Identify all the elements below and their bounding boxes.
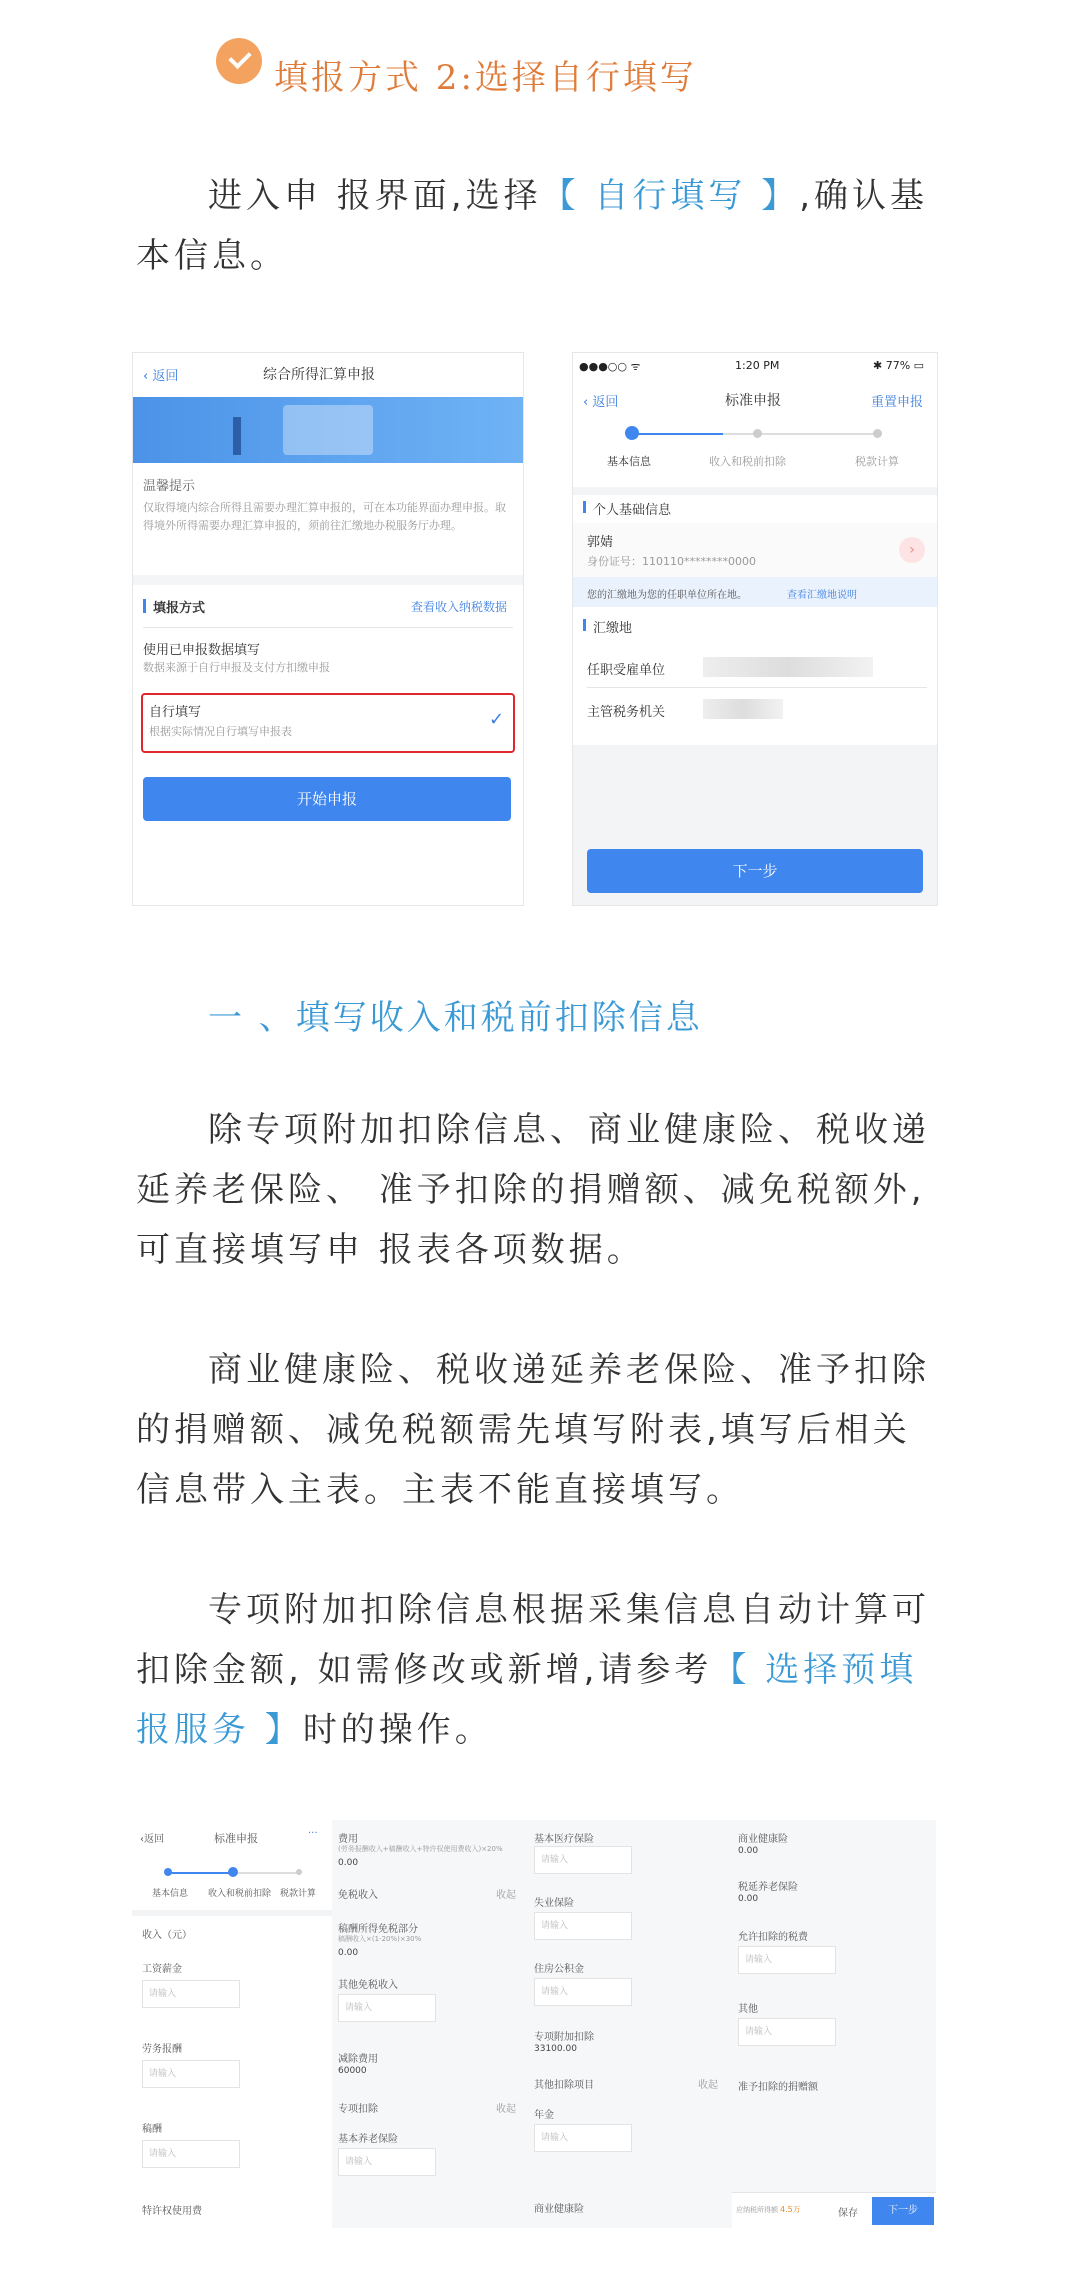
- status-bar: [573, 353, 937, 379]
- tip-title: 温馨提示: [143, 479, 196, 494]
- special-label: 专项扣除: [338, 2104, 378, 2115]
- option1-desc: 数据来源于自行申报及支付方扣缴申报: [143, 661, 330, 674]
- step-dot-active: [625, 426, 639, 440]
- back-button[interactable]: ‹ 返回: [143, 369, 179, 384]
- refund-label: 应纳税所得额: [736, 2206, 778, 2214]
- pension-input[interactable]: 请输入: [338, 2148, 436, 2176]
- collapse-toggle[interactable]: 收起: [698, 2080, 718, 2091]
- step-label: 收入和税前扣除: [709, 455, 786, 468]
- notice-link[interactable]: 查看汇缴地说明: [787, 590, 857, 601]
- other-exempt-label: 其他免税收入: [338, 1980, 398, 1991]
- salary-label: 工资薪金: [142, 1964, 182, 1975]
- bottom-col-1: [132, 1820, 332, 2228]
- other-deduct-label: 其他扣除项目: [534, 2080, 594, 2091]
- annuity-label: 年金: [534, 2110, 554, 2121]
- option1-title: 使用已申报数据填写: [143, 643, 261, 658]
- notice-text: 您的汇缴地为您的任职单位所在地。: [587, 590, 747, 601]
- left-screenshot: [132, 352, 524, 906]
- annuity-input[interactable]: 请输入: [534, 2124, 632, 2152]
- pension-label: 基本养老保险: [338, 2134, 398, 2145]
- option2-title: 自行填写: [149, 705, 202, 720]
- tax-pension-value: 0.00: [738, 1894, 759, 1904]
- right-navbar: [573, 383, 937, 417]
- deduct-value: 60000: [338, 2066, 367, 2076]
- save-button[interactable]: 保存: [838, 2208, 858, 2219]
- banner: [133, 397, 523, 463]
- blurred-employer: [703, 657, 873, 677]
- left-title: 综合所得汇算申报: [263, 367, 375, 383]
- bottom-col-4: [732, 1820, 936, 2228]
- step-label: 税款计算: [855, 455, 899, 468]
- right-title: 标准申报: [725, 393, 781, 409]
- chevron-right-icon[interactable]: ›: [899, 537, 925, 563]
- special-add-label: 专项附加扣除: [534, 2032, 594, 2043]
- refund-value: 4.5万: [780, 2205, 801, 2214]
- income-deduction-heading: 一 、填写收入和税前扣除信息: [208, 998, 703, 1038]
- fee-label: 费用: [338, 1834, 358, 1845]
- manuscript-desc: 稿酬收入×(1-20%)×30%: [338, 1935, 422, 1943]
- check-icon: ✓: [489, 709, 505, 730]
- health-ins-value: 0.00: [738, 1846, 759, 1856]
- income-tax-link[interactable]: 查看收入纳税数据: [411, 600, 508, 614]
- mode-section: [133, 585, 523, 905]
- start-declaration-button[interactable]: 开始申报: [143, 777, 511, 821]
- next-step-button[interactable]: 下一步: [587, 849, 923, 893]
- person-name: 郭婧: [587, 535, 614, 550]
- para3-prefix: 专项附加扣除信息根据采集信息自动计算可扣除金额, 如需修改或新增,请参考: [136, 1590, 930, 1690]
- medical-input[interactable]: 请输入: [534, 1846, 632, 1874]
- b-step: 收入和税前扣除: [208, 1889, 272, 1899]
- prefill-service-link[interactable]: 【 选择预填报服务 】: [136, 1650, 918, 1750]
- notice-bar: [573, 577, 937, 607]
- tip-text: 仅取得境内综合所得且需要办理汇算申报的，可在本功能界面办理申报。取得境外所得需要办理汇算申报的，须前往汇缴地办税服务厅办理。: [143, 501, 506, 532]
- tip-box: [133, 463, 523, 575]
- more-icon[interactable]: ···: [308, 1828, 318, 1839]
- b-step: 基本信息: [152, 1889, 189, 1899]
- property-tax-label: 允许扣除的税费: [738, 1932, 808, 1943]
- section-title: 填报方式 2:选择自行填写: [274, 58, 697, 98]
- next-button-b[interactable]: 下一步: [872, 2197, 934, 2225]
- basic-info-heading: 个人基础信息: [593, 503, 672, 518]
- b-step: 税款计算: [280, 1889, 317, 1899]
- fee-desc: (劳务报酬收入+稿酬收入+特许权使用费收入)×20%: [338, 1845, 503, 1853]
- intro-prefix: 进入申 报界面,选择: [208, 176, 542, 216]
- employer-label: 任职受雇单位: [587, 663, 666, 678]
- intro-paragraph: [136, 166, 946, 286]
- unemployment-input[interactable]: 请输入: [534, 1912, 632, 1940]
- paragraph-2: 商业健康险、税收递延养老保险、准予扣除的捐赠额、减免税额需先填写附表,填写后相关信息带入主表。主表不能直接填写。: [136, 1350, 930, 1510]
- bottom-action-bar: [732, 2192, 936, 2228]
- health-ins-label: 商业健康险: [738, 1834, 788, 1845]
- right-screenshot: [572, 352, 938, 906]
- para3-suffix: 时的操作。: [302, 1710, 493, 1750]
- manuscript-value: 0.00: [338, 1948, 359, 1958]
- deduct-label: 减除费用: [338, 2054, 378, 2065]
- donation-label: 准予扣除的捐赠额: [738, 2082, 818, 2093]
- status-time: 1:20 PM: [735, 359, 780, 372]
- mode-title: 填报方式: [153, 601, 206, 616]
- step-dot: [873, 429, 882, 438]
- option2-desc: 根据实际情况自行填写申报表: [149, 725, 292, 738]
- step-label: 基本信息: [607, 455, 651, 468]
- back-button-right[interactable]: ‹ 返回: [583, 395, 619, 410]
- collapse-toggle[interactable]: 收起: [496, 2104, 516, 2115]
- intro-suffix: ,确认基本信息。: [136, 176, 929, 276]
- fee-value: 0.00: [338, 1858, 359, 1868]
- property-tax-input[interactable]: 请输入: [738, 1946, 836, 1974]
- royalty-label: 稿酬: [142, 2124, 162, 2135]
- bottom-col-3: [528, 1820, 732, 2228]
- self-fill-link[interactable]: 【 自行填写 】: [541, 176, 800, 216]
- tax-pension-label: 税延养老保险: [738, 1882, 798, 1893]
- special-add-value: 33100.00: [534, 2044, 577, 2054]
- medical-label: 基本医疗保险: [534, 1834, 594, 1845]
- other-label: 其他: [738, 2004, 758, 2015]
- left-navbar: [133, 353, 523, 397]
- other-input[interactable]: 请输入: [738, 2018, 836, 2046]
- step-dot: [753, 429, 762, 438]
- income-heading: 收入（元）: [142, 1930, 192, 1941]
- b-title: 标准申报: [214, 1832, 258, 1845]
- banner-illustration-icon: [283, 405, 373, 455]
- exempt-label: 免税收入: [338, 1890, 378, 1901]
- stepper: [573, 423, 937, 481]
- checkmark-badge-icon: [216, 38, 262, 84]
- bottom-col-2: [332, 1820, 528, 2228]
- royalty-input[interactable]: 请输入: [142, 2140, 240, 2168]
- housing-input[interactable]: 请输入: [534, 1978, 632, 2006]
- reset-button[interactable]: 重置申报: [871, 395, 924, 410]
- tax-office-label: 主管税务机关: [587, 705, 666, 720]
- option-self-fill[interactable]: [141, 693, 515, 753]
- option-prefilled[interactable]: [143, 635, 513, 685]
- blurred-office: [703, 699, 783, 719]
- labor-label: 劳务报酬: [142, 2044, 182, 2055]
- collapse-toggle[interactable]: 收起: [496, 1890, 516, 1901]
- battery-indicator: ✱ 77% ▭: [873, 359, 925, 372]
- tax-location-heading: 汇缴地: [593, 621, 633, 636]
- back-button-b[interactable]: ‹返回: [140, 1834, 164, 1845]
- housing-label: 住房公积金: [534, 1964, 584, 1975]
- unemployment-label: 失业保险: [534, 1898, 574, 1909]
- signal-icon: ●●●○○ ᯤ: [579, 360, 641, 373]
- plant-icon: [233, 417, 241, 455]
- person-card[interactable]: 郭婧 身份证号：110110********0000 ›: [573, 523, 937, 577]
- paragraph-1: 除专项附加扣除信息、商业健康险、税收递延养老保险、 准予扣除的捐赠额、减免税额外,可直接填写申 报表各项数据。: [136, 1110, 930, 1270]
- salary-input[interactable]: 请输入: [142, 1980, 240, 2008]
- license-label: 特许权使用费: [142, 2206, 202, 2217]
- labor-input[interactable]: 请输入: [142, 2060, 240, 2088]
- health-label: 商业健康险: [534, 2204, 584, 2215]
- other-exempt-input[interactable]: 请输入: [338, 1994, 436, 2022]
- paragraph-3: [136, 1580, 946, 1760]
- manuscript-label: 稿酬所得免税部分: [338, 1924, 418, 1935]
